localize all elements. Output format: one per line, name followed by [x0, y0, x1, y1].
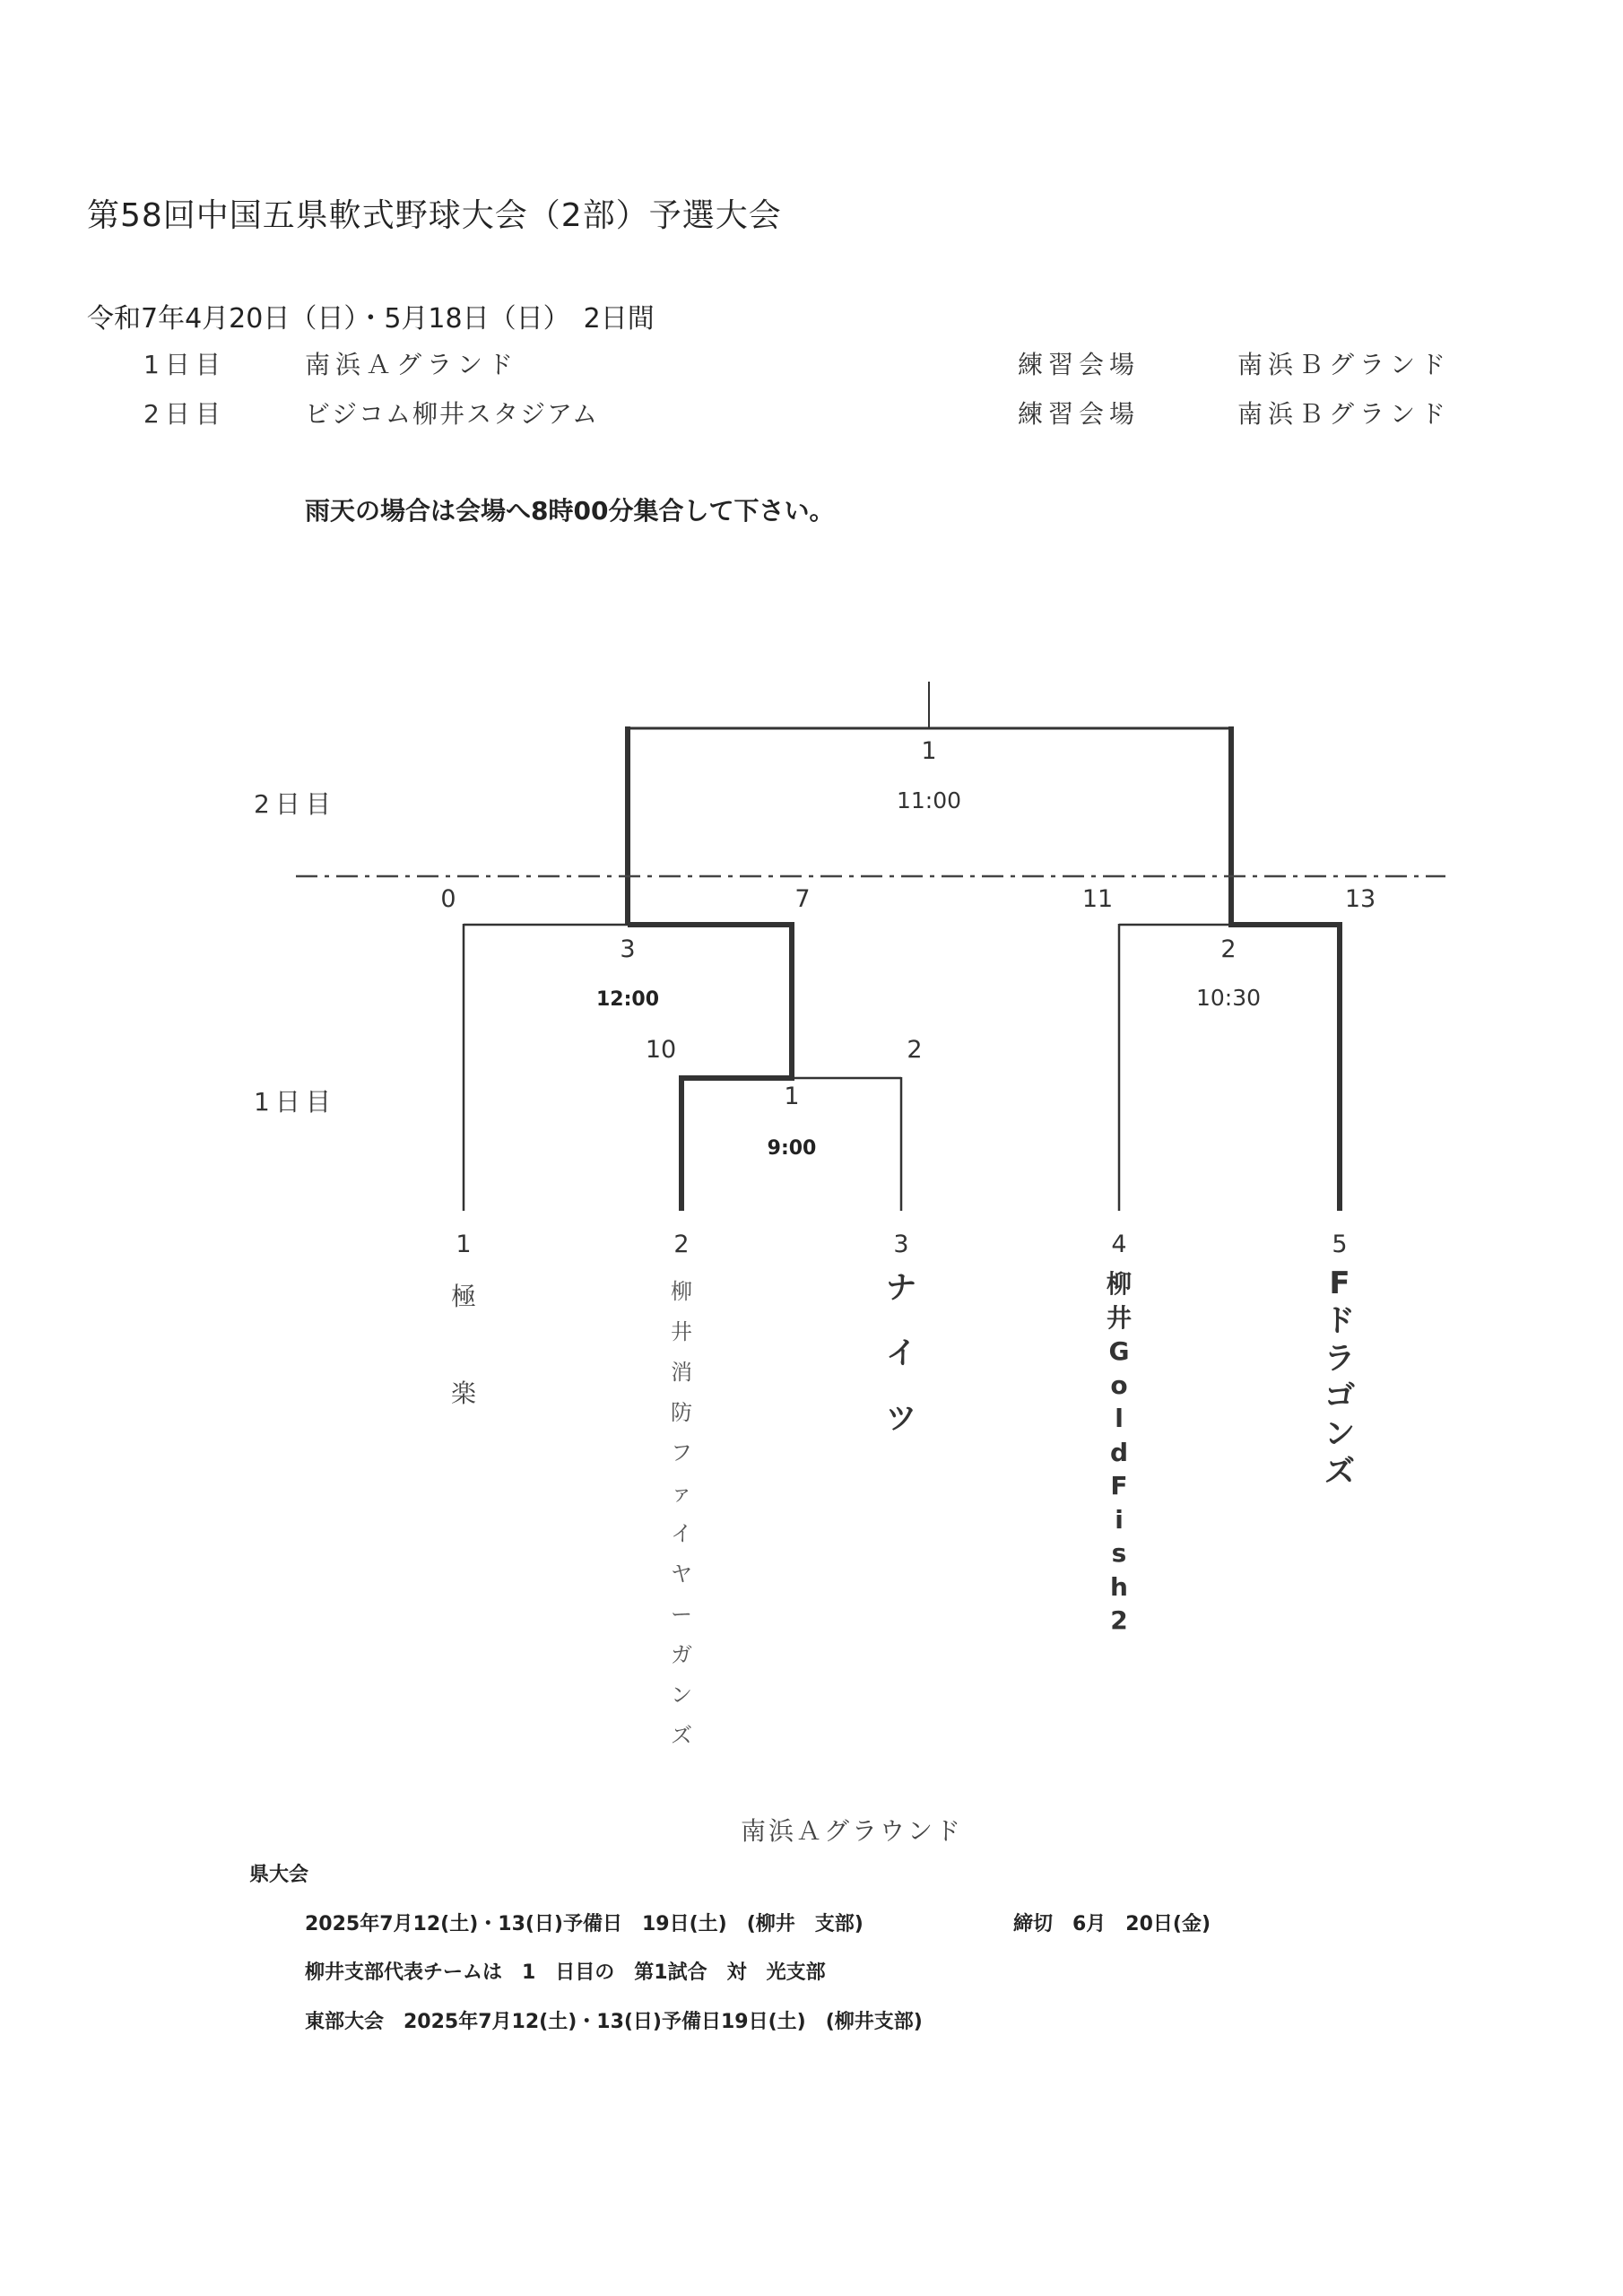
rain-notice: 雨天の場合は会場へ8時00分集合して下さい。	[305, 496, 835, 526]
bracket-venue-label: 南浜Ａグラウンド	[741, 1816, 964, 1846]
team4-name-char: 2	[1110, 1605, 1128, 1635]
team4-name-char: G	[1108, 1336, 1130, 1366]
team1-name	[437, 1248, 490, 1442]
team2-seed: 2	[673, 1231, 690, 1258]
team5-seed: 5	[1332, 1231, 1348, 1258]
schedule-day1-practice-label: 練習会場	[1018, 350, 1141, 379]
team4-name	[1092, 1267, 1146, 1638]
team2-name-char: フ	[671, 1440, 692, 1465]
page-title: 第58回中国五県軟式野球大会（2部）予選大会	[87, 197, 782, 234]
team3-seed: 3	[893, 1231, 909, 1258]
team2-name-char: ァ	[671, 1481, 692, 1506]
semi-right-match-time: 10:30	[1195, 985, 1262, 1011]
team2-name-char: イ	[671, 1521, 692, 1546]
semi-left-score-left: 0	[440, 885, 456, 913]
event-dates: 令和7年4月20日（日）・5月18日（日） 2日間	[87, 303, 655, 335]
team1-name-char: 楽	[450, 1378, 476, 1408]
team2-name-char: ガ	[671, 1642, 692, 1667]
team1-seed: 1	[456, 1231, 472, 1258]
team2-name-char: ヤ	[671, 1561, 692, 1587]
team3-name-char: ナ	[886, 1270, 916, 1306]
round1-score-right: 2	[907, 1036, 923, 1064]
team4-name-char: s	[1111, 1538, 1127, 1568]
schedule-day2-label: 2日目	[143, 399, 226, 429]
team4-name-char: d	[1109, 1437, 1129, 1467]
team2-name-char: ン	[671, 1683, 692, 1708]
team4-name-char: h	[1110, 1571, 1128, 1602]
team3-name-char: イ	[886, 1335, 916, 1371]
team4-name-char: l	[1115, 1404, 1124, 1433]
team2-name-char: 防	[671, 1400, 692, 1425]
team5-name-char: F	[1329, 1265, 1350, 1301]
team2-name	[655, 1272, 708, 1756]
team1-name-char: 極	[450, 1282, 476, 1311]
prefectural-deadline: 締切 6月 20日(金)	[1013, 1913, 1211, 1935]
schedule-day2-practice-venue: 南浜Ｂグランド	[1237, 399, 1452, 429]
team2-name-char: 柳	[671, 1279, 692, 1304]
semi-left-match-number: 3	[620, 935, 636, 963]
semi-right-score-left: 11	[1081, 885, 1114, 913]
team3-name	[874, 1256, 928, 1452]
round1-score-left: 10	[645, 1036, 677, 1064]
schedule-day2-venue: ビジコム柳井スタジアム	[305, 399, 600, 429]
team4-name-char: o	[1110, 1370, 1128, 1400]
schedule-day1-venue: 南浜Ａグランド	[305, 350, 519, 379]
team4-name-char: F	[1110, 1471, 1128, 1500]
team4-seed: 4	[1111, 1231, 1127, 1258]
schedule-day2-practice-label: 練習会場	[1018, 399, 1141, 429]
team4-name-char: 井	[1106, 1302, 1132, 1333]
team4-name-char: i	[1115, 1504, 1124, 1535]
team5-name	[1313, 1265, 1367, 1491]
team2-name-char: ズ	[671, 1723, 692, 1748]
schedule-day1-practice-venue: 南浜Ｂグランド	[1237, 350, 1452, 379]
team5-name-char: ズ	[1324, 1454, 1355, 1490]
schedule-day1-label: 1日目	[143, 350, 226, 379]
semi-right-score-right: 13	[1344, 885, 1376, 913]
bracket-day1-label: 1日目	[254, 1087, 336, 1117]
team5-name-char: ド	[1324, 1303, 1355, 1339]
team4-name-char: 柳	[1106, 1269, 1132, 1299]
team5-name-char: ゴ	[1324, 1378, 1355, 1414]
team5-name-char: ラ	[1324, 1341, 1355, 1377]
team2-name-char: 井	[671, 1319, 692, 1344]
final-match-time: 11:00	[896, 787, 962, 813]
final-match-number: 1	[921, 737, 937, 765]
prefectural-line1: 2025年7月12(土)・13(日)予備日 19日(土) (柳井 支部)	[305, 1913, 864, 1935]
semi-left-score-right: 7	[794, 885, 811, 913]
prefectural-line2: 柳井支部代表チームは 1 日目の 第1試合 対 光支部	[305, 1961, 826, 1984]
semi-right-match-number: 2	[1220, 935, 1237, 963]
prefectural-line3: 東部大会 2025年7月12(土)・13(日)予備日19日(土) (柳井支部)	[305, 2011, 923, 2033]
round1-match-time: 9:00	[767, 1137, 817, 1160]
semi-left-match-time: 12:00	[595, 988, 660, 1011]
team5-name-char: ン	[1324, 1416, 1355, 1452]
prefectural-heading: 県大会	[249, 1864, 309, 1886]
team2-name-char: ー	[671, 1602, 692, 1627]
round1-match-number: 1	[784, 1083, 800, 1110]
team3-name-char: ツ	[886, 1401, 916, 1437]
bracket-day2-label: 2日目	[254, 789, 336, 819]
team2-name-char: 消	[671, 1360, 692, 1385]
